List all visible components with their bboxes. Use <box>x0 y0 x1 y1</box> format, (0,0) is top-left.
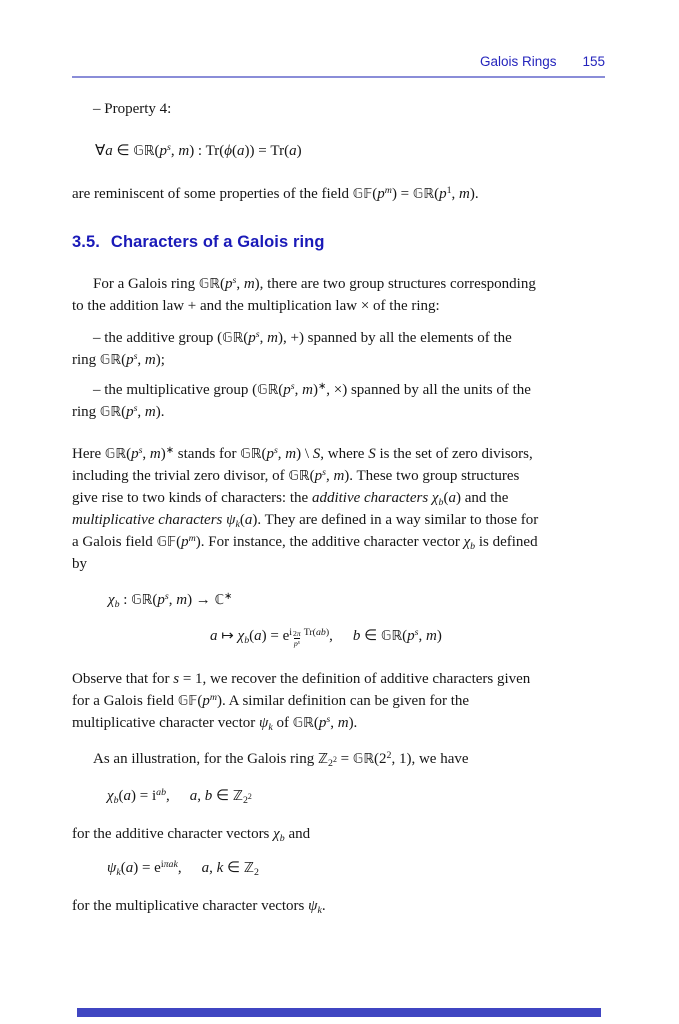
para-here-l2: including the trivial zero divisor, of $𝔾ℝ(p^s$, m). These two group structures <box>72 466 520 484</box>
footer-rule <box>77 1008 601 1017</box>
property4-label: – Property 4: <box>93 101 172 117</box>
para-illustration: As an illustration, for the Galois ring ℤ$_{2^2}$ = $𝔾ℝ(2^2$, 1), we have <box>93 749 469 769</box>
eq-psi-example: $\psi_k(a) = e^{i\pi ak}$, a, k ∈ ℤ$_2$ <box>107 858 259 878</box>
para-observe-l3: multiplicative character vector $\psi_k$ of $𝔾ℝ(p^s$, m). <box>72 713 358 733</box>
para-here-l6: by <box>72 556 87 572</box>
item-multiplicative-l1: – the multiplicative group ($𝔾ℝ(p^s$, m)∗, ×) spanned by all the units of the <box>93 380 531 398</box>
section-heading <box>72 233 325 252</box>
para-observe-l1: Observe that for s = 1, we recover the definition of additive characters given <box>72 671 531 687</box>
eq-chi-map-rule: a ↦ $\chi_b(a) = e^{i \frac{2\pi}{p^s} Tr(ab)}$, b ∈ $𝔾ℝ(p^s$, m) <box>210 626 442 648</box>
item-multiplicative-l2: ring $𝔾ℝ(p^s$, m). <box>72 402 165 420</box>
para-for-galois-l2: to the addition law + and the multiplication law × of the ring: <box>72 298 440 314</box>
eq-trace-property: ∀a ∈ $𝔾ℝ(p^s$, m) : Tr(ϕ(a)) = Tr(a) <box>95 141 302 159</box>
running-title: Galois Rings <box>479 54 557 69</box>
item-additive-l2: ring $𝔾ℝ(p^s$, m); <box>72 350 165 368</box>
eq-chi-map-domain: $\chi_b$ : $𝔾ℝ(p^s$, m) → ℂ∗ <box>108 590 233 610</box>
para-here-l1: Here $𝔾ℝ(p^s$, m)∗ stands for $𝔾ℝ(p^s$, m) \ S, where S is the set of zero divisors, <box>72 444 533 462</box>
item-additive-l1: – the additive group ($𝔾ℝ(p^s$, m), +) spanned by all the elements of the <box>93 328 512 346</box>
para-additive-vectors: for the additive character vectors $\chi_b$ and <box>72 826 311 844</box>
para-here-l3: give rise to two kinds of characters: the additive characters $\chi_b(a)$ and the <box>72 490 509 508</box>
para-observe-l2: for a Galois field $𝔾𝔽(p^m)$. A similar definition can be given for the <box>72 691 470 709</box>
page-header <box>480 54 605 69</box>
para-here-l5: a Galois field $𝔾𝔽(p^m)$. For instance, the additive character vector $\chi_b$ is defined <box>72 532 538 552</box>
para-here-l4: multiplicative characters $\psi_k(a)$. They are defined in a way similar to those for <box>72 512 539 530</box>
para-multiplicative-vectors: for the multiplicative character vectors $\psi_k$. <box>72 898 326 916</box>
section-number: 3.5. <box>72 233 100 251</box>
eq-chi-example: $\chi_b(a) = i^{ab}$, a, b ∈ ℤ$_{2^2}$ <box>107 786 252 806</box>
header-rule <box>72 76 605 78</box>
para-for-galois-l1: For a Galois ring $𝔾ℝ(p^s$, m), there are two group structures corresponding <box>93 274 536 292</box>
para-reminiscent: are reminiscent of some properties of the field $𝔾𝔽(p^m)$ = $𝔾ℝ(p^1$, m). <box>72 184 479 202</box>
page-number: 155 <box>582 54 605 69</box>
section-title: Characters of a Galois ring <box>110 233 325 251</box>
